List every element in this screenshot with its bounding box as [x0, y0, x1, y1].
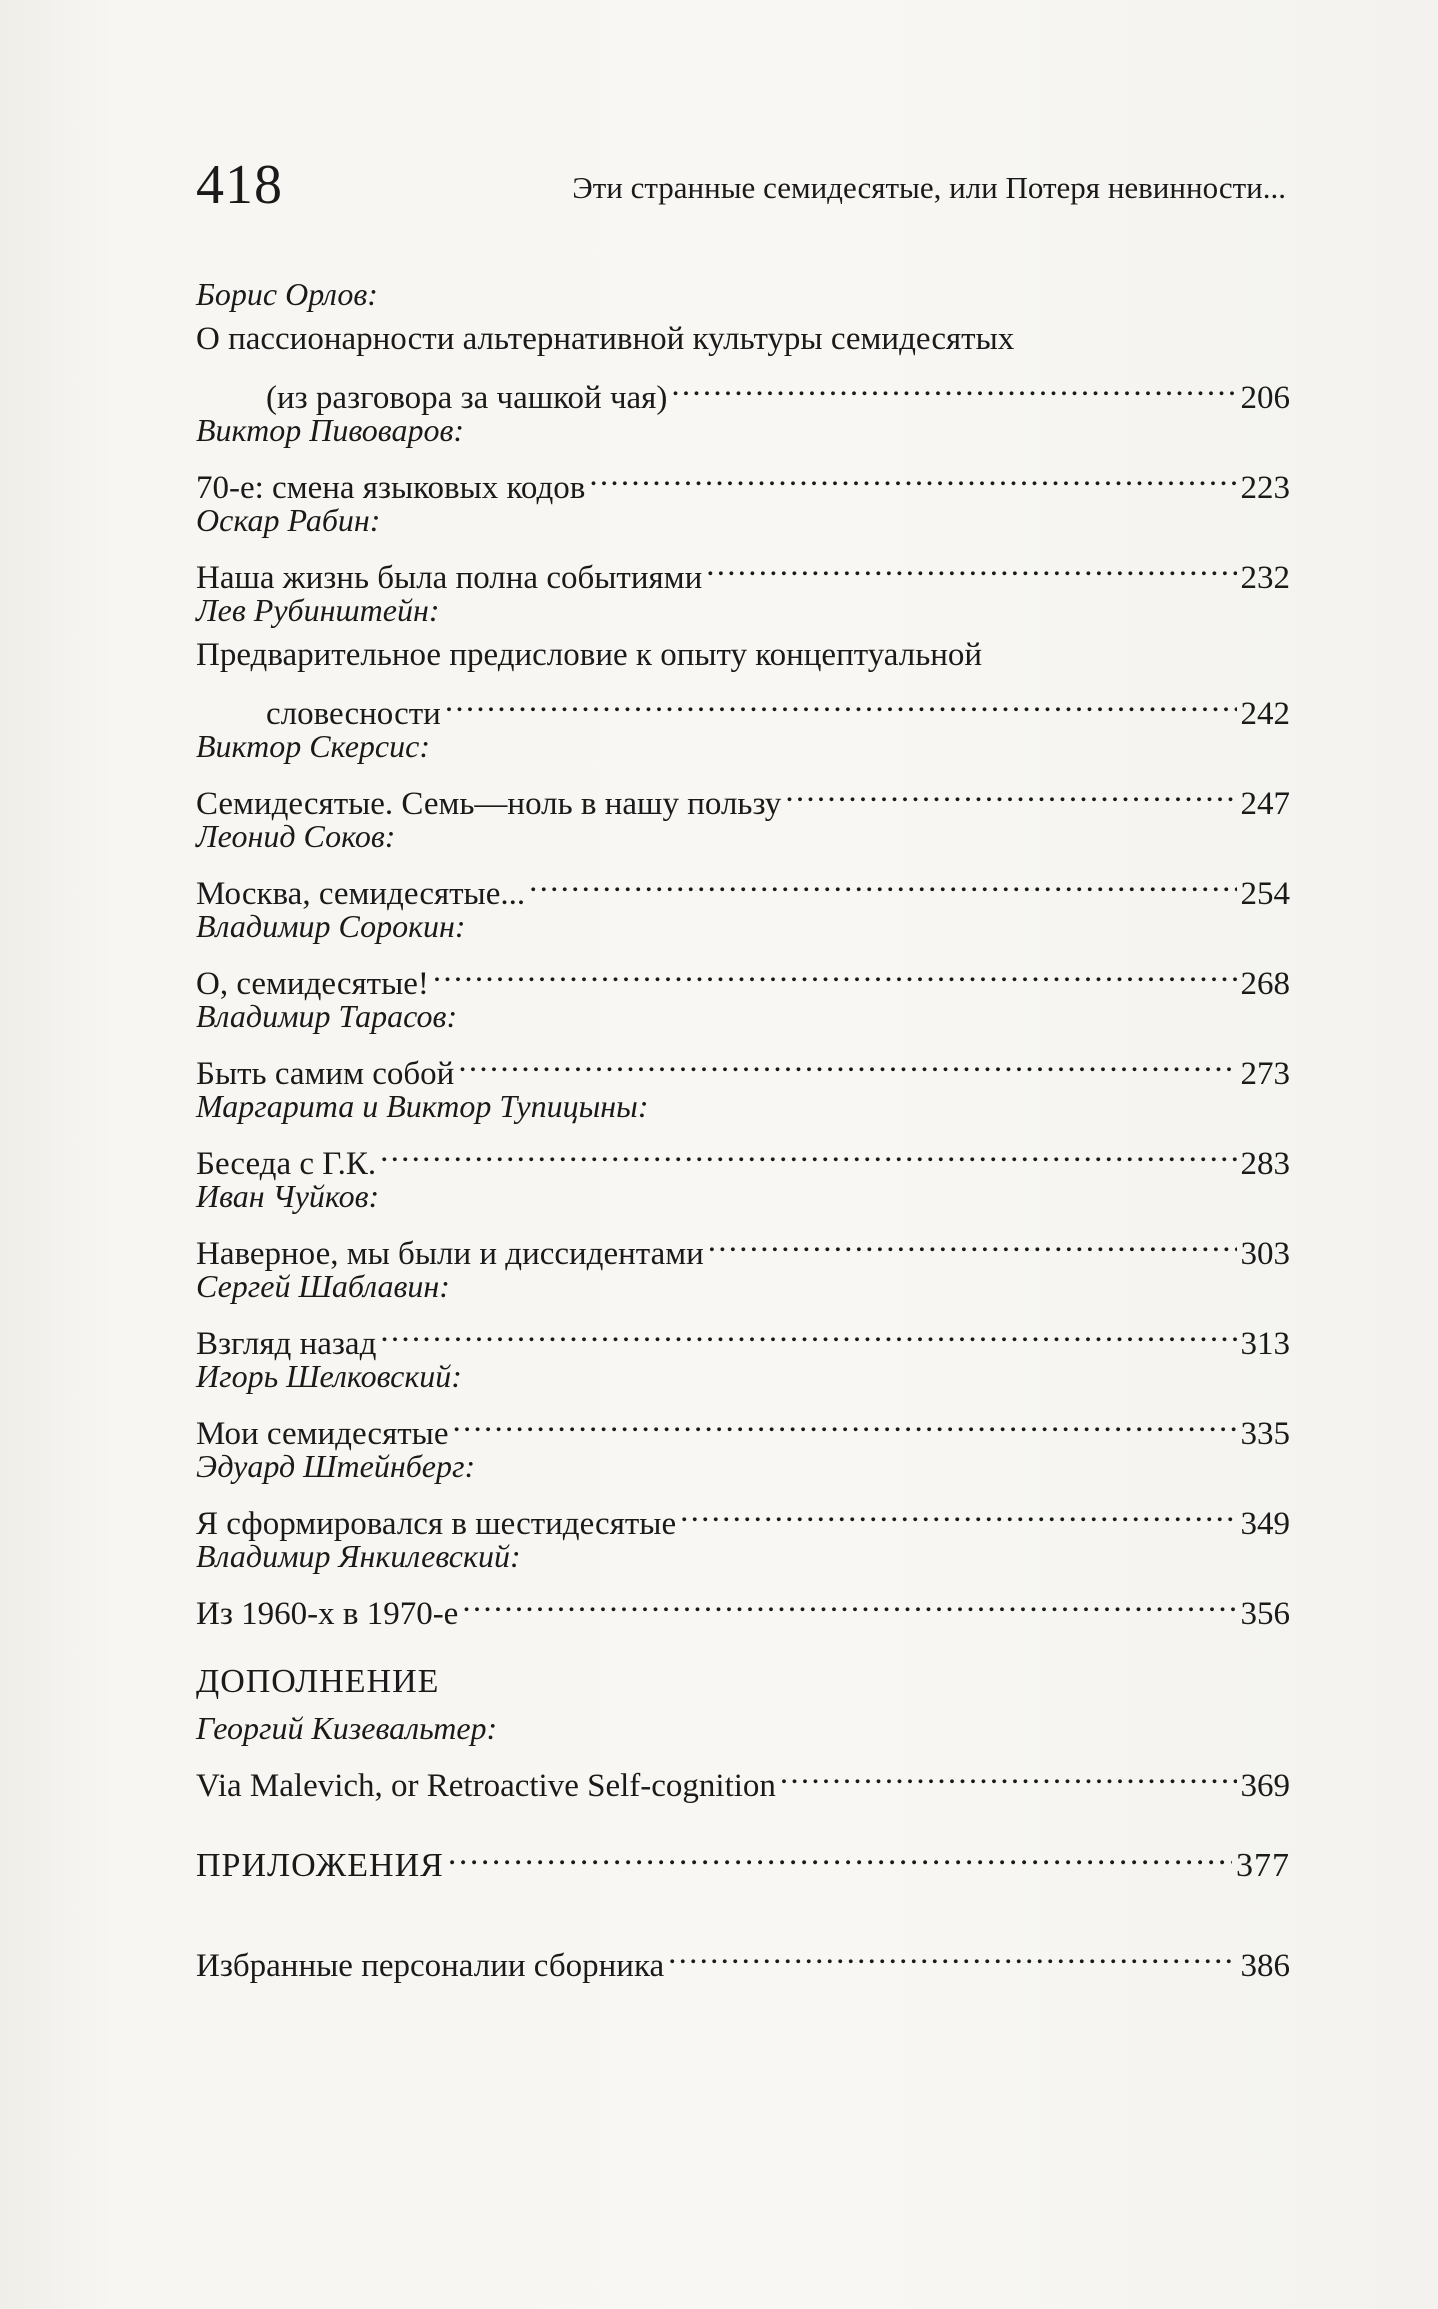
toc-entry-title-continued: словесности	[266, 696, 441, 732]
toc-page-ref: 349	[1240, 1506, 1290, 1542]
dot-leader	[706, 542, 1236, 588]
dot-leader	[529, 858, 1236, 904]
toc-author: Лев Рубинштейн:	[196, 592, 440, 628]
toc-entry-title: Наверное, мы были и диссидентами	[196, 1236, 704, 1272]
toc-page-ref: 232	[1240, 560, 1290, 596]
toc-author: Виктор Пивоваров:	[196, 412, 464, 448]
toc-entry-title: Наша жизнь была полна событиями	[196, 560, 703, 596]
toc-page-ref: 356	[1240, 1596, 1290, 1632]
toc-page-ref: 386	[1240, 1948, 1290, 1984]
toc-author: Владимир Янкилевский:	[196, 1538, 521, 1574]
toc-page-ref: 268	[1240, 966, 1290, 1002]
dot-leader	[380, 1308, 1236, 1354]
toc-entry[interactable]	[196, 1930, 1290, 1984]
toc-entry-title: Москва, семидесятые...	[196, 876, 526, 912]
dot-leader	[458, 1038, 1236, 1084]
dot-leader	[668, 1930, 1236, 1976]
toc-page-ref: 313	[1240, 1326, 1290, 1362]
toc-entry-title: 70-е: смена языковых кодов	[196, 470, 586, 506]
toc-entry-title: Я сформировался в шестидесятые	[196, 1506, 677, 1542]
toc-page-ref: 242	[1240, 696, 1290, 732]
toc-entry[interactable]	[196, 1578, 1290, 1632]
toc-entry[interactable]	[196, 948, 1290, 1002]
toc-page-ref: 223	[1240, 470, 1290, 506]
toc-author: Игорь Шелковский:	[196, 1358, 462, 1394]
toc-entry[interactable]	[196, 1218, 1290, 1272]
toc-entry[interactable]	[196, 768, 1290, 822]
page-number: 418	[196, 154, 283, 216]
dot-leader	[380, 1128, 1236, 1174]
toc-author: Эдуард Штейнберг:	[196, 1448, 476, 1484]
toc-author: Виктор Скерсис:	[196, 728, 430, 764]
toc-entry-title: О, семидесятые!	[196, 966, 429, 1002]
dot-leader	[448, 1830, 1232, 1876]
toc-entry[interactable]	[196, 632, 1290, 732]
toc-entry[interactable]	[196, 452, 1290, 506]
toc-entry[interactable]	[196, 858, 1290, 912]
running-title: Эти странные семидесятые, или Потеря невинности...	[572, 170, 1286, 205]
toc-page-ref: 377	[1236, 1847, 1290, 1884]
dot-leader	[671, 362, 1236, 408]
dot-leader	[708, 1218, 1237, 1264]
toc-entry[interactable]	[196, 542, 1290, 596]
toc-entry-title: Беседа с Г.К.	[196, 1146, 377, 1182]
toc-entry-title: Семидесятые. Семь—ноль в нашу пользу	[196, 786, 782, 822]
toc-entry-title: Быть самим собой	[196, 1056, 455, 1092]
table-of-contents	[196, 272, 1290, 1984]
toc-entry[interactable]	[196, 1308, 1290, 1362]
toc-entry[interactable]	[196, 1038, 1290, 1092]
toc-page-ref: 206	[1240, 380, 1290, 416]
toc-entry[interactable]	[196, 316, 1290, 416]
supplement-heading: ДОПОЛНЕНИЕ	[196, 1663, 440, 1700]
toc-entry-title: Из 1960-х в 1970-е	[196, 1596, 459, 1632]
dot-leader	[453, 1398, 1237, 1444]
toc-author: Леонид Соков:	[196, 818, 396, 854]
toc-entry[interactable]	[196, 1128, 1290, 1182]
toc-page-ref: 335	[1240, 1416, 1290, 1452]
toc-entry-title: Избранные персоналии сборника	[196, 1948, 665, 1984]
toc-entry[interactable]	[196, 1488, 1290, 1542]
toc-author: Сергей Шаблавин:	[196, 1268, 450, 1304]
toc-author: Оскар Рабин:	[196, 502, 381, 538]
toc-author: Владимир Тарасов:	[196, 998, 458, 1034]
page-header	[196, 150, 1286, 220]
toc-entry-title: О пассионарности альтернативной культуры семидесятых	[196, 321, 1015, 357]
toc-page-ref: 247	[1240, 786, 1290, 822]
toc-author: Георгий Кизевальтер:	[196, 1710, 498, 1746]
toc-page-ref: 283	[1240, 1146, 1290, 1182]
appendices-heading: ПРИЛОЖЕНИЯ	[196, 1847, 444, 1884]
toc-entry-title: Via Malevich, or Retroactive Self-cognition	[196, 1768, 776, 1804]
appendices-entry[interactable]	[196, 1830, 1290, 1884]
toc-page-ref: 369	[1240, 1768, 1290, 1804]
toc-entry-title: Взгляд назад	[196, 1326, 377, 1362]
dot-leader	[780, 1750, 1237, 1796]
toc-entry-title-continued: (из разговора за чашкой чая)	[266, 380, 668, 416]
toc-page-ref: 273	[1240, 1056, 1290, 1092]
toc-page-ref: 254	[1240, 876, 1290, 912]
toc-author: Иван Чуйков:	[196, 1178, 380, 1214]
dot-leader	[445, 678, 1237, 724]
toc-entry-title: Мои семидесятые	[196, 1416, 449, 1452]
dot-leader	[680, 1488, 1236, 1534]
dot-leader	[785, 768, 1236, 814]
toc-entry[interactable]	[196, 1750, 1290, 1804]
dot-leader	[462, 1578, 1236, 1624]
dot-leader	[589, 452, 1236, 498]
toc-entry-title: Предварительное предисловие к опыту концептуальной	[196, 637, 983, 673]
toc-page-ref: 303	[1240, 1236, 1290, 1272]
dot-leader	[433, 948, 1237, 994]
toc-author: Владимир Сорокин:	[196, 908, 466, 944]
toc-entry[interactable]	[196, 1398, 1290, 1452]
toc-author: Маргарита и Виктор Тупицыны:	[196, 1088, 649, 1124]
toc-author: Борис Орлов:	[196, 276, 378, 312]
